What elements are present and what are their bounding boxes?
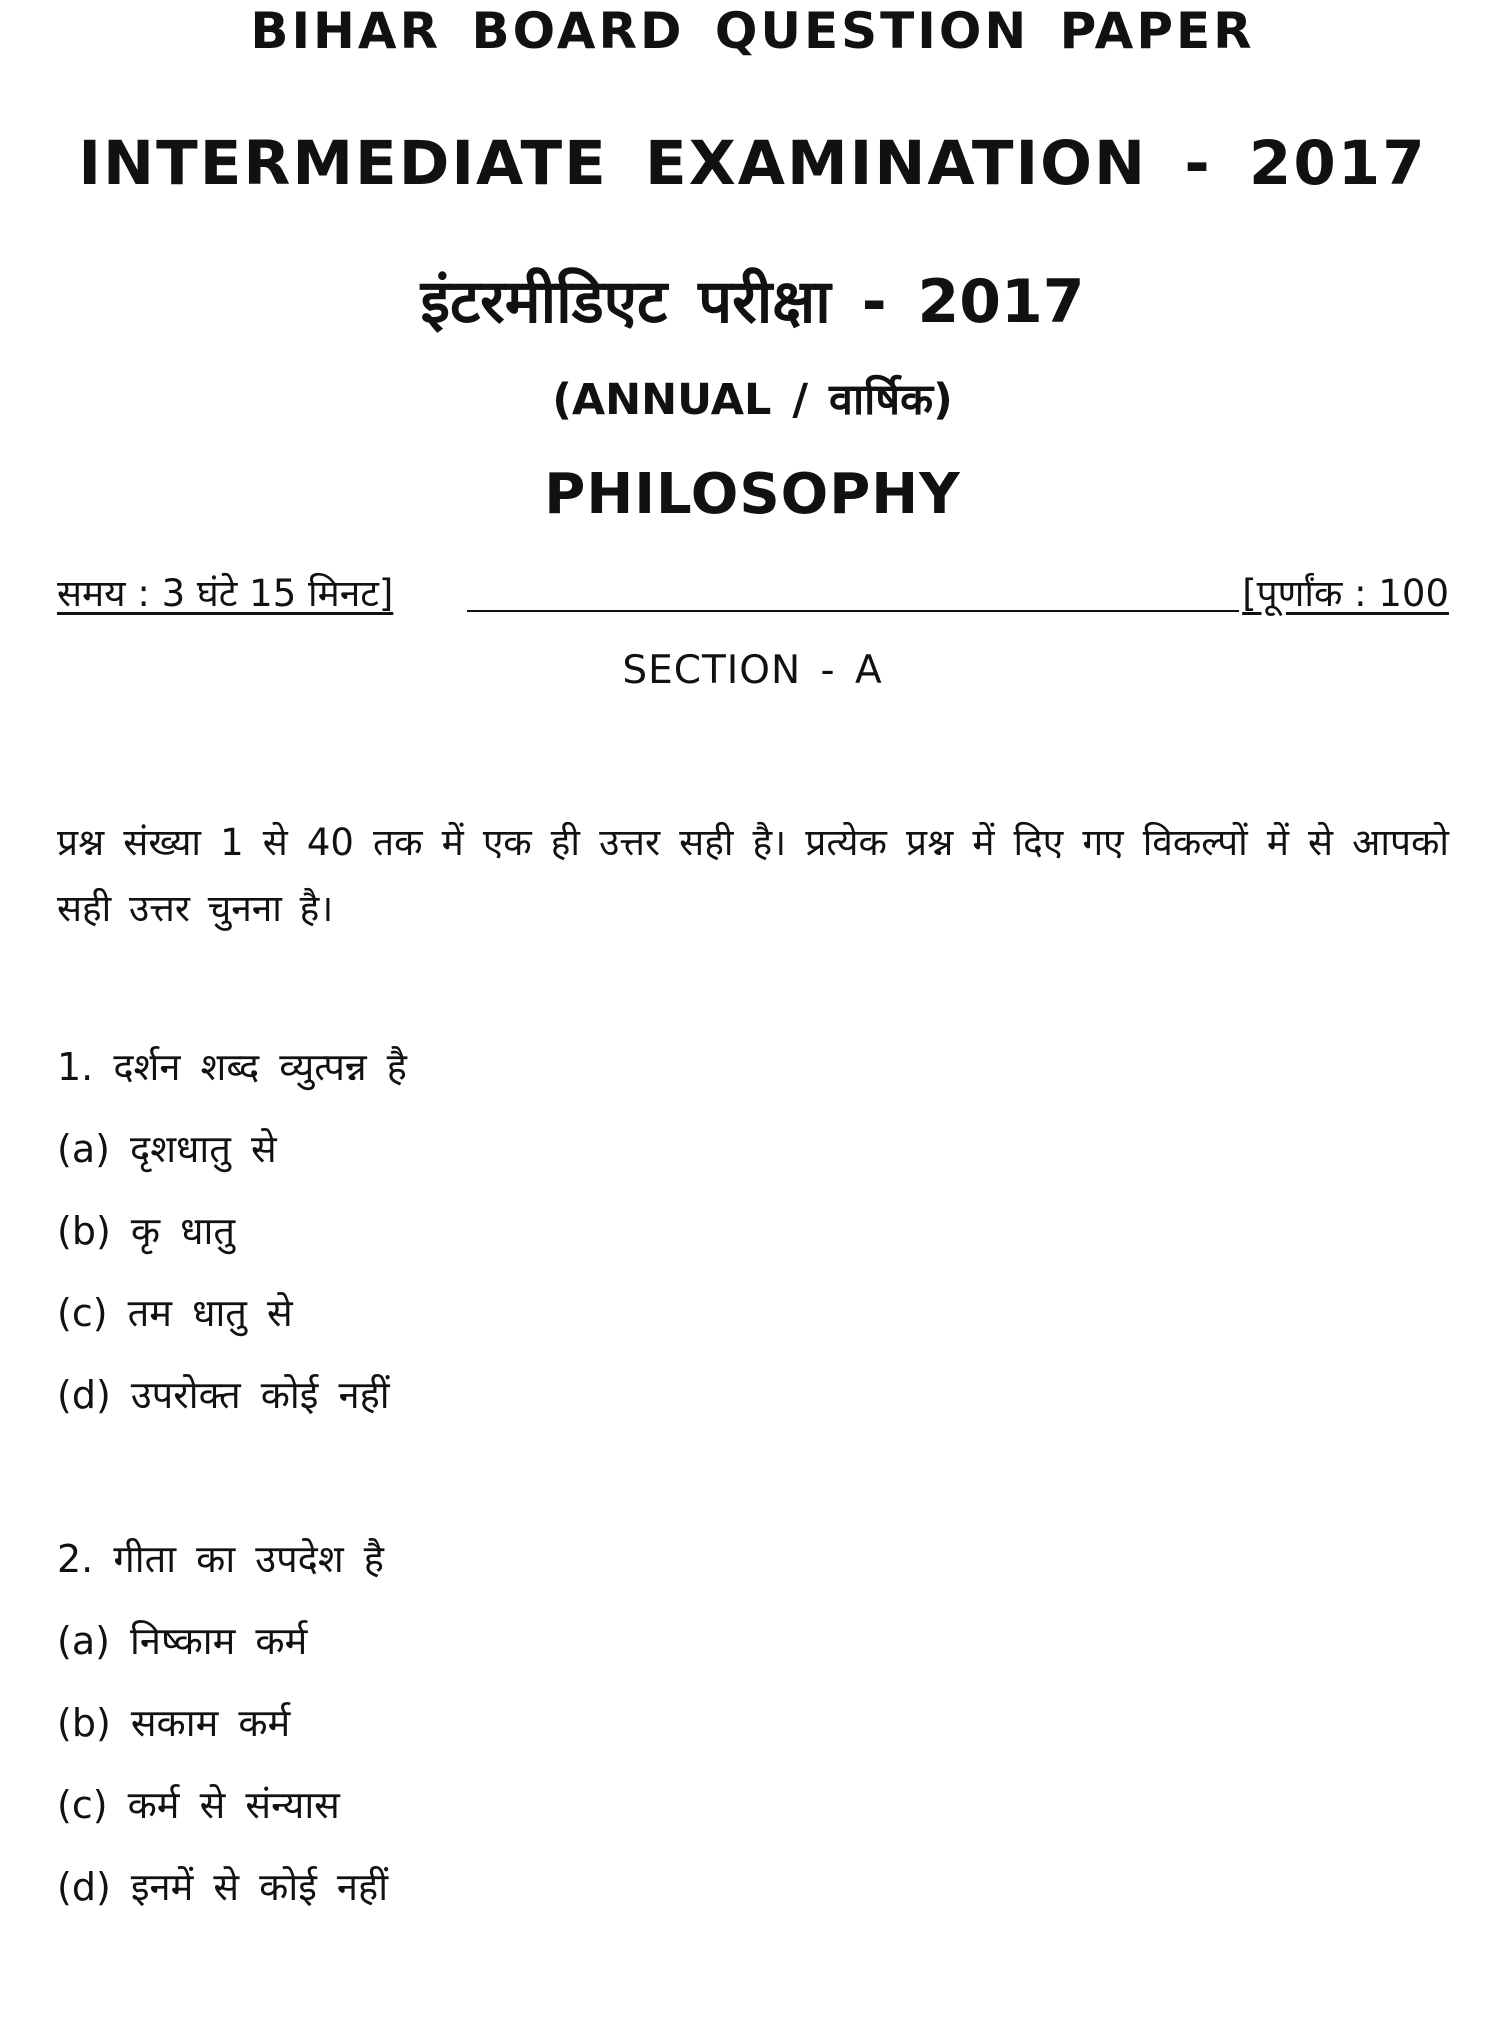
- question-1-text: 1. दर्शन शब्द व्युत्पन्न है: [57, 1045, 407, 1089]
- time-allowed: समय : 3 घंटे 15 मिनट]: [57, 572, 394, 615]
- subject-title: PHILOSOPHY: [544, 462, 961, 527]
- question-1-option-b: (b) कृ धातु: [57, 1209, 235, 1253]
- question-2-text: 2. गीता का उपदेश है: [57, 1537, 384, 1581]
- meta-divider: [467, 610, 1239, 612]
- exam-title-english: INTERMEDIATE EXAMINATION - 2017: [78, 128, 1427, 199]
- annual-label: (ANNUAL / वार्षिक): [552, 375, 953, 425]
- question-1-option-a: (a) दृशधातु से: [57, 1127, 277, 1171]
- section-instructions: प्रश्न संख्या 1 से 40 तक में एक ही उत्तर सही है। प्रत्येक प्रश्न में दिए गए विकल्पों में से आपको सही उत्तर चुनना है।: [57, 821, 1449, 930]
- question-2-option-b: (b) सकाम कर्म: [57, 1701, 291, 1745]
- section-title: SECTION - A: [622, 648, 883, 693]
- exam-meta-row: [57, 566, 1449, 616]
- exam-title-hindi: इंटरमीडिएट परीक्षा - 2017: [420, 267, 1085, 337]
- question-2-option-a: (a) निष्काम कर्म: [57, 1619, 308, 1663]
- question-1-option-c: (c) तम धातु से: [57, 1291, 293, 1335]
- full-marks: [पूर्णांक : 100: [1242, 572, 1449, 615]
- board-title: BIHAR BOARD QUESTION PAPER: [250, 2, 1255, 60]
- question-2-option-c: (c) कर्म से संन्यास: [57, 1783, 340, 1827]
- question-1-option-d: (d) उपरोक्त कोई नहीं: [57, 1373, 390, 1417]
- question-2-option-d: (d) इनमें से कोई नहीं: [57, 1865, 389, 1909]
